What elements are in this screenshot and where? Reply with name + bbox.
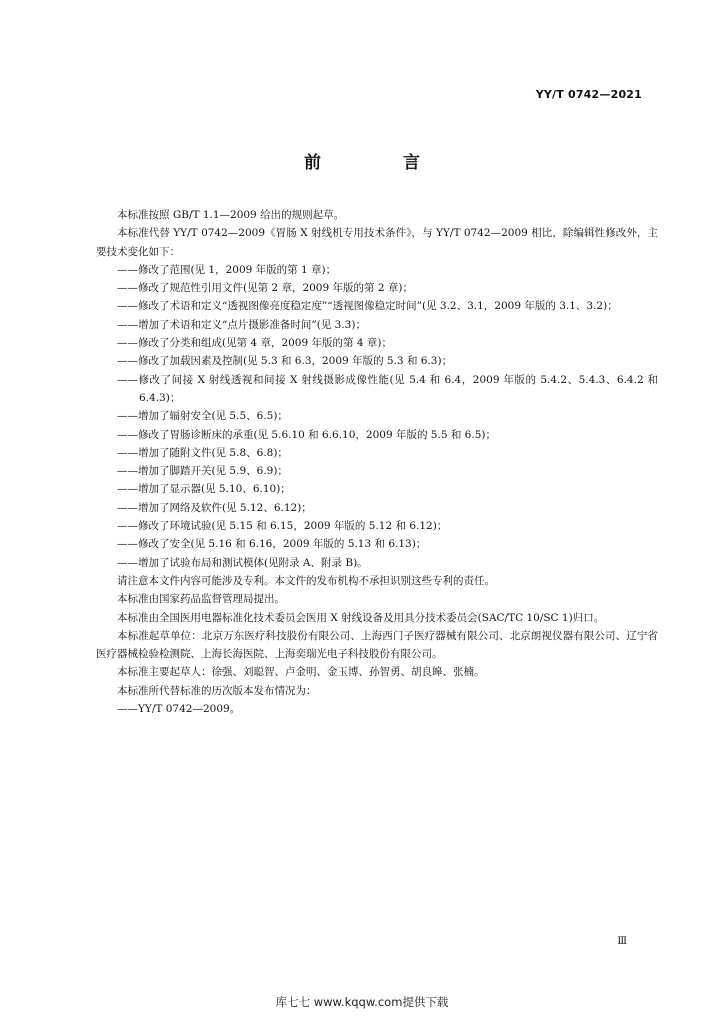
foreword-body xyxy=(96,206,658,718)
paragraph-patent-notice: 请注意本文件内容可能涉及专利。本文件的发布机构不承担识别这些专利的责任。 xyxy=(117,574,495,587)
history-item: ——YY/T 0742—2009。 xyxy=(117,703,241,716)
paragraph-proposer: 本标准由国家药品监督管理局提出。 xyxy=(117,593,285,606)
change-item: ——修改了加载因素及控制(见 5.3 和 6.3，2009 年版的 5.3 和 6.3)； xyxy=(117,355,453,368)
paragraph-committee: 本标准由全国医用电器标准化技术委员会医用 X 射线设备及用具分技术委员会(SAC/TC 10/SC 1)归口。 xyxy=(117,611,605,624)
page-title: 前 言 xyxy=(304,153,458,173)
change-item: ——增加了网络及软件(见 5.12、6.12)； xyxy=(117,501,312,514)
paragraph-history-intro: 本标准所代替标准的历次版本发布情况为： xyxy=(117,684,317,697)
change-item: ——增加了辐射安全(见 5.5、6.5)； xyxy=(117,410,288,423)
change-item: ——增加了随附文件(见 5.8、6.8)； xyxy=(117,446,288,459)
paragraph-drafting-units: 本标准起草单位：北京万东医疗科技股份有限公司、上海西门子医疗器械有限公司、北京朗视仪器有限公司、辽宁省医疗器械检验检测院、上海长海医院、上海奕瑞光电子科技股份有限公司。 xyxy=(96,629,658,661)
paragraph-drafters: 本标准主要起草人：徐强、刘聪智、卢金明、金玉博、孙智勇、胡良皞、张楠。 xyxy=(117,666,485,679)
change-item: ——增加了试验布局和测试模体(见附录 A、附录 B)。 xyxy=(117,556,368,569)
page-number: Ⅲ xyxy=(617,936,626,947)
change-item: ——修改了间接 X 射线透视和间接 X 射线摄影成像性能(见 5.4 和 6.4，2009 年版的 5.4.2、5.4.3、6.4.2 和 6.4.3)； xyxy=(117,373,658,404)
paragraph-drafting-rules: 本标准按照 GB/T 1.1—2009 给出的规则起草。 xyxy=(117,209,345,221)
change-item: ——修改了分类和组成(见第 4 章，2009 年版的第 4 章)； xyxy=(117,337,392,350)
change-item: ——修改了安全(见 5.16 和 6.16，2009 年版的 5.13 和 6.13)； xyxy=(117,538,427,551)
standard-code: YY/T 0742—2021 xyxy=(535,88,642,101)
change-item: ——修改了环境试验(见 5.15 和 6.15，2009 年版的 5.12 和 6.12)； xyxy=(117,520,448,533)
paragraph-replacement: 本标准代替 YY/T 0742—2009《胃肠 X 射线机专用技术条件》，与 YY/T 0742—2009 相比，除编辑性修改外，主要技术变化如下： xyxy=(96,227,658,258)
change-item: ——修改了胃肠诊断床的承重(见 5.6.10 和 6.6.10，2009 年版的 5.5 和 6.5)； xyxy=(117,428,496,441)
change-item: ——修改了范围(见 1，2009 年版的第 1 章)； xyxy=(117,263,337,276)
change-item: ——增加了脚踏开关(见 5.9、6.9)； xyxy=(117,465,288,478)
change-item: ——修改了术语和定义“透视图像亮度稳定度”“透视图像稳定时间”(见 3.2、3.1，2009 年版的 3.1、3.2)； xyxy=(117,300,618,313)
change-item: ——增加了显示器(见 5.10、6.10)； xyxy=(117,483,291,496)
download-footer: 库七七 www.kqqw.com提供下载 xyxy=(275,995,449,1009)
change-item: ——增加了术语和定义“点片摄影准备时间”(见 3.3)； xyxy=(117,318,366,331)
change-item: ——修改了规范性引用文件(见第 2 章，2009 年版的第 2 章)； xyxy=(117,282,413,295)
